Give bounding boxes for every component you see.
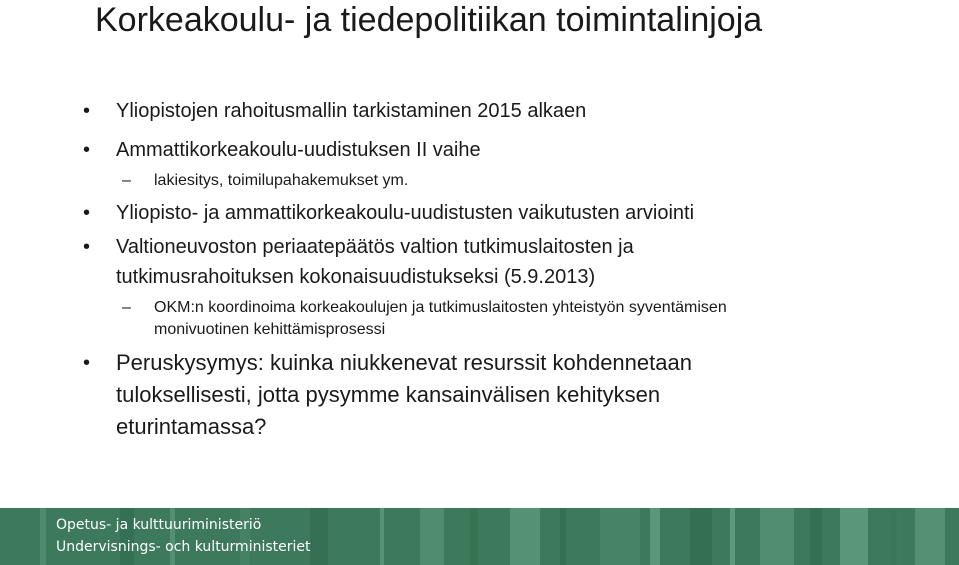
bullet-marker: • <box>83 139 91 161</box>
sub-bullet-text: lakiesitys, toimilupahakemukset ym. <box>154 172 409 189</box>
bullet-marker: • <box>83 100 91 122</box>
bullet-text-line: tuloksellisesti, jotta pysymme kansainvälisen kehityksen <box>116 382 661 407</box>
bullet-text-line: tutkimusrahoituksen kokonaisuudistukseksi (5.9.2013) <box>116 266 596 288</box>
bullet-marker: • <box>83 352 91 374</box>
bullet-item <box>83 96 587 126</box>
bullet-text: Ammattikorkeakoulu-uudistuksen II vaihe <box>116 139 481 161</box>
dash-marker: – <box>122 299 131 316</box>
sub-bullet-text-line: monivuotinen kehittämisprosessi <box>154 321 386 338</box>
slide-title: Korkeakoulu- ja tiedepolitiikan toimintalinjoja <box>95 1 763 39</box>
bullet-text: Yliopisto- ja ammattikorkeakoulu-uudistusten vaikutusten arviointi <box>116 202 695 224</box>
bullet-text-line: Valtioneuvoston periaatepäätös valtion tutkimuslaitosten ja <box>116 236 634 258</box>
sub-bullet-text-line: OKM:n koordinoima korkeakoulujen ja tutkimuslaitosten yhteistyön syventämisen <box>154 299 727 316</box>
bullet-text-line: Peruskysymys: kuinka niukkenevat resurssit kohdennetaan <box>116 350 692 375</box>
ministry-name-sv: Undervisnings- och kulturministeriet <box>56 539 311 555</box>
bullet-item <box>83 135 481 165</box>
bullet-item <box>83 232 634 292</box>
sub-bullet-item <box>122 297 727 341</box>
bullet-marker: • <box>83 236 91 258</box>
dash-marker: – <box>122 172 131 189</box>
ministry-name-fi: Opetus- ja kulttuuriministeriö <box>56 517 262 533</box>
bullet-text: Yliopistojen rahoitusmallin tarkistaminen 2015 alkaen <box>116 100 587 122</box>
bullet-text-line: eturintamassa? <box>116 414 267 439</box>
ministry-footer <box>0 508 959 565</box>
bullet-item <box>83 198 695 228</box>
bullet-marker: • <box>83 202 91 224</box>
bullet-item <box>83 347 692 443</box>
sub-bullet-item <box>122 170 409 192</box>
